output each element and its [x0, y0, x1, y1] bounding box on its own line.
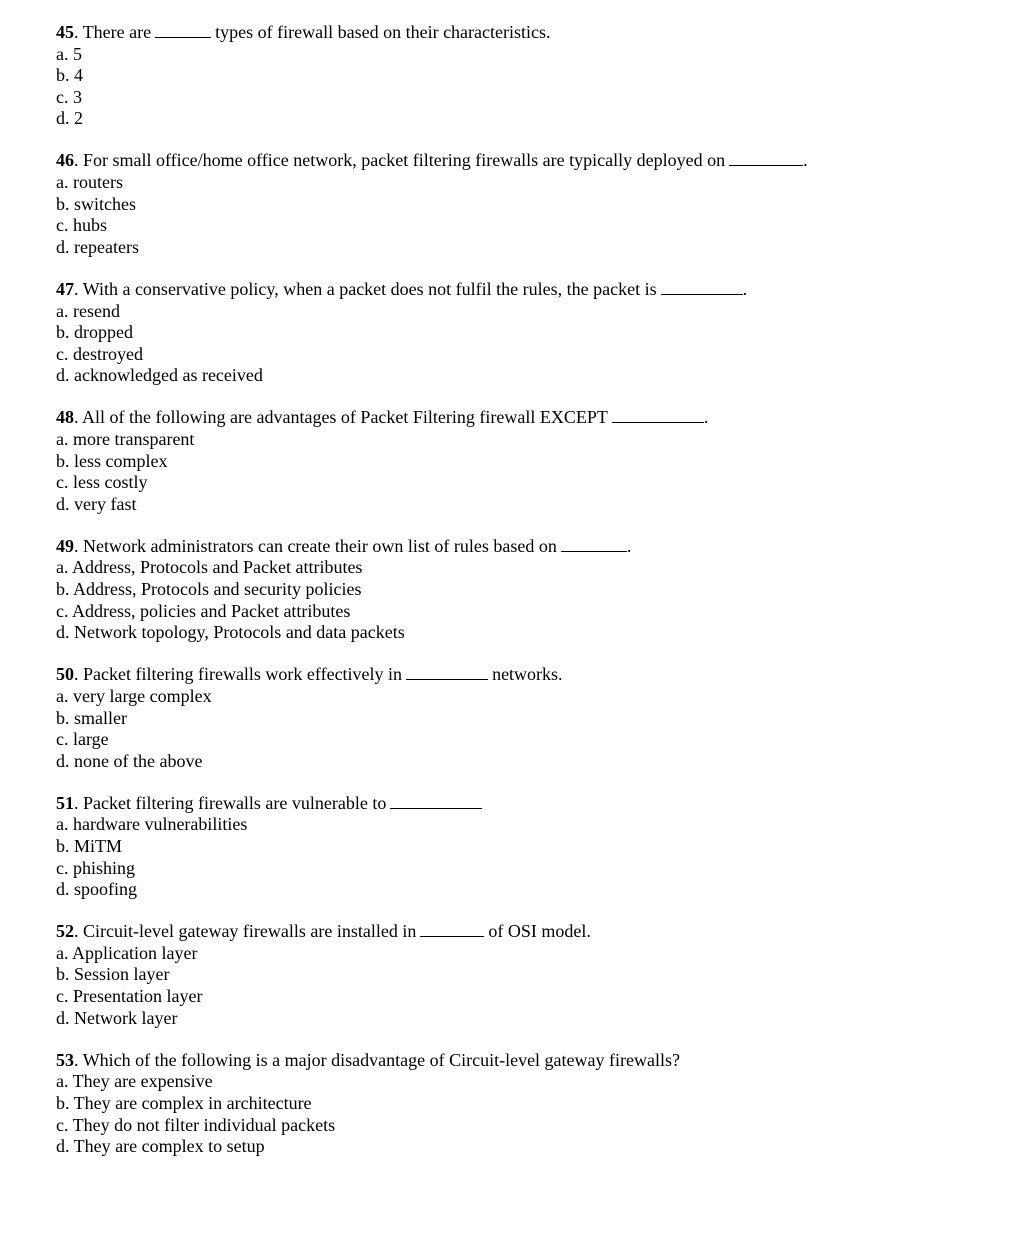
question-stem: 45. There are types of firewall based on their characteristics. [56, 22, 551, 42]
option-a: a. They are expensive [56, 1071, 213, 1092]
question-text-after: types of firewall based on their characteristics. [215, 22, 551, 42]
option-a: a. resend [56, 300, 120, 321]
question-45 [56, 22, 996, 130]
question-stem: 46. For small office/home office network, packet filtering firewalls are typically deployed on . [56, 150, 808, 171]
option-a: a. more transparent [56, 429, 195, 449]
answer-blank [729, 150, 803, 166]
question-47 [56, 279, 996, 387]
answer-blank [612, 407, 704, 423]
question-number: 51 [56, 792, 74, 813]
option-b: b. MiTM [56, 836, 123, 856]
question-text-before: Which of the following is a major disadvantage of Circuit-level gateway firewalls? [82, 1049, 680, 1070]
option-c: c. phishing [56, 857, 135, 878]
question-number: 46 [56, 150, 74, 171]
question-text-before: All of the following are advantages of Packet Filtering firewall EXCEPT [82, 407, 608, 428]
question-number: 48 [56, 407, 74, 428]
option-b: b. less complex [56, 450, 168, 471]
question-stem: 51. Packet filtering firewalls are vulnerable to [56, 793, 996, 815]
question-46 [56, 150, 996, 258]
option-d: d. none of the above [56, 750, 203, 771]
option-c: c. 3 [56, 86, 82, 107]
answer-blank [420, 921, 484, 937]
question-49 [56, 536, 996, 644]
question-text-before: Network administrators can create their own list of rules based on [83, 535, 557, 556]
answer-blank [390, 793, 482, 809]
question-stem: 48. All of the following are advantages of Packet Filtering firewall EXCEPT . [56, 407, 709, 428]
question-text-after: . [803, 150, 808, 171]
question-48 [56, 407, 996, 515]
question-text-before: There are [82, 22, 152, 42]
question-stem: 47. With a conservative policy, when a packet does not fulfil the rules, the packet is . [56, 278, 748, 299]
option-d: d. 2 [56, 108, 83, 129]
question-text-after: . [703, 407, 709, 428]
option-a: a. hardware vulnerabilities [56, 814, 248, 835]
option-a: a. Application layer [56, 942, 198, 963]
question-51 [56, 793, 996, 901]
question-number: 50 [56, 664, 74, 685]
question-text-before: With a conservative policy, when a packet does not fulfil the rules, the packet is [82, 278, 657, 299]
option-c: c. less costly [56, 472, 148, 493]
option-b: b. smaller [56, 707, 127, 728]
question-number: 47 [56, 278, 74, 299]
answer-blank [406, 664, 488, 680]
option-a: a. Address, Protocols and Packet attributes [56, 557, 363, 578]
option-c: c. destroyed [56, 343, 143, 364]
option-d: d. repeaters [56, 236, 139, 257]
quiz-page [56, 22, 996, 1178]
option-d: d. spoofing [56, 879, 137, 900]
question-text-after: . [626, 535, 632, 556]
question-stem: 53. Which of the following is a major disadvantage of Circuit-level gateway firewalls? [56, 1049, 680, 1070]
option-d: d. Network topology, Protocols and data packets [56, 622, 405, 643]
question-52 [56, 921, 996, 1029]
option-b: b. Session layer [56, 964, 170, 985]
question-number: 45 [56, 22, 74, 42]
question-50 [56, 664, 996, 772]
question-text-before: Packet filtering firewalls are vulnerable to [83, 792, 387, 813]
option-a: a. 5 [56, 43, 82, 64]
option-c: c. Address, policies and Packet attributes [56, 600, 351, 621]
option-c: c. Presentation layer [56, 986, 203, 1007]
option-c: c. large [56, 729, 109, 750]
option-b: b. Address, Protocols and security policies [56, 579, 362, 600]
answer-blank [561, 536, 627, 552]
question-stem: 52. Circuit-level gateway firewalls are installed in of OSI model. [56, 921, 591, 942]
option-b: b. dropped [56, 322, 133, 343]
question-stem: 50. Packet filtering firewalls work effectively in networks. [56, 664, 563, 685]
question-text-before: Packet filtering firewalls work effectively in [83, 664, 403, 685]
question-number: 52 [56, 921, 74, 942]
answer-blank [661, 279, 743, 295]
question-number: 53 [56, 1049, 74, 1070]
question-text-after: . [742, 278, 748, 299]
option-a: a. very large complex [56, 685, 212, 706]
question-stem: 49. Network administrators can create their own list of rules based on . [56, 535, 632, 556]
option-d: d. Network layer [56, 1007, 178, 1028]
question-text-before: Circuit-level gateway firewalls are installed in [83, 921, 417, 942]
question-text-before: For small office/home office network, packet filtering firewalls are typically deployed on [83, 150, 726, 171]
option-d: d. very fast [56, 493, 137, 514]
question-text-after: networks. [492, 664, 563, 685]
option-b: b. They are complex in architecture [56, 1092, 312, 1113]
option-d: d. acknowledged as received [56, 365, 263, 386]
option-b: b. 4 [56, 65, 83, 86]
option-c: c. They do not filter individual packets [56, 1114, 336, 1135]
question-text-after: of OSI model. [488, 921, 591, 942]
question-number: 49 [56, 535, 74, 556]
option-d: d. They are complex to setup [56, 1136, 265, 1157]
option-a: a. routers [56, 172, 123, 193]
option-c: c. hubs [56, 215, 107, 236]
option-b: b. switches [56, 193, 136, 214]
question-53 [56, 1050, 996, 1158]
answer-blank [155, 22, 211, 38]
